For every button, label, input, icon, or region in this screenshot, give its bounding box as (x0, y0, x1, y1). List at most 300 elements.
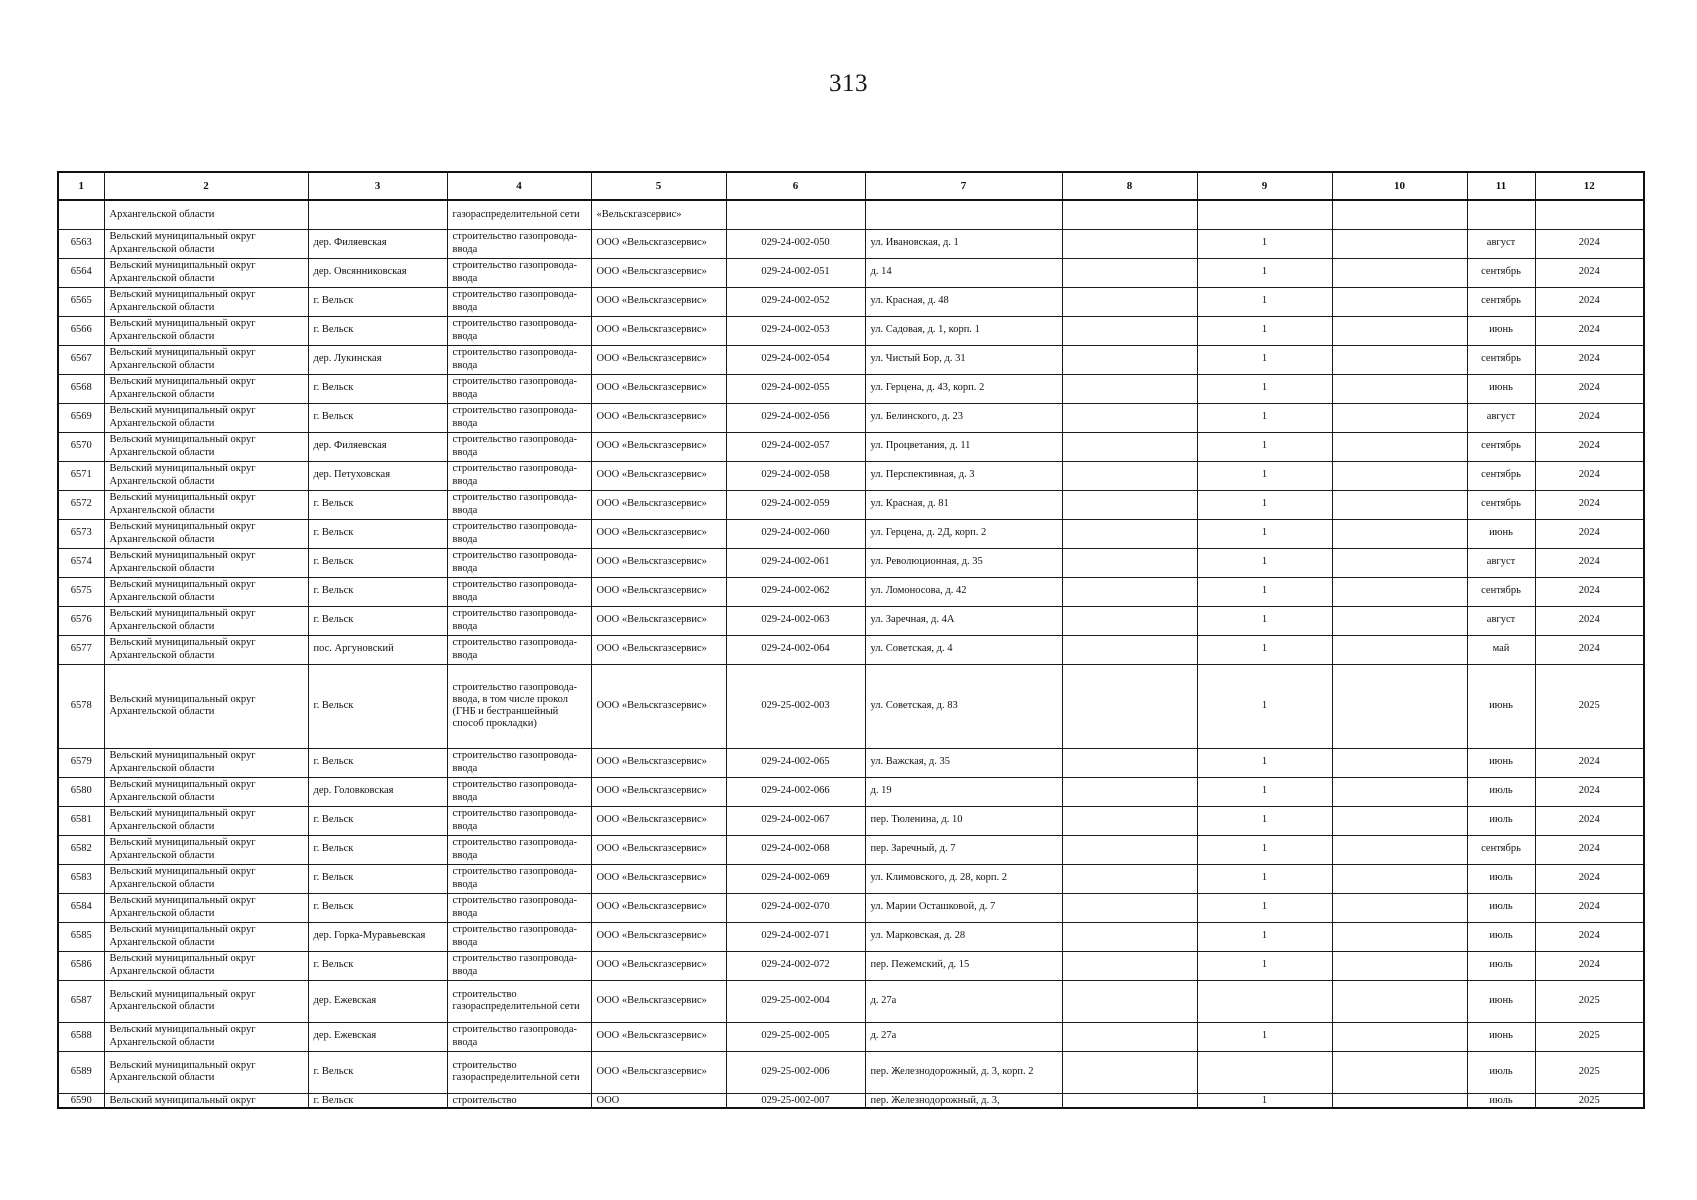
cell-year: 2024 (1535, 835, 1644, 864)
cell-work: строительство газораспределительной сети (447, 1051, 591, 1093)
cell-work: строительство газопровода-ввода (447, 951, 591, 980)
cell-district: Вельский муниципальный округ Архангельской области (104, 1051, 308, 1093)
cell-num: 6568 (58, 374, 104, 403)
cell-district: Вельский муниципальный округ Архангельской области (104, 1022, 308, 1051)
cell-col10 (1332, 403, 1467, 432)
cell-locality: г. Вельск (308, 806, 447, 835)
cell-num: 6580 (58, 777, 104, 806)
cell-code: 029-24-002-066 (726, 777, 865, 806)
cell-month: июнь (1467, 748, 1535, 777)
cell-work: строительство газопровода-ввода (447, 606, 591, 635)
cell-num: 6590 (58, 1093, 104, 1108)
cell-col10 (1332, 374, 1467, 403)
cell-address: ул. Ивановская, д. 1 (865, 229, 1062, 258)
cell-year: 2024 (1535, 922, 1644, 951)
cell-district: Вельский муниципальный округ Архангельской области (104, 519, 308, 548)
table-row (58, 1051, 1644, 1093)
cell-year: 2025 (1535, 664, 1644, 748)
cell-locality: г. Вельск (308, 835, 447, 864)
column-header: 2 (104, 172, 308, 200)
cell-year: 2024 (1535, 864, 1644, 893)
cell-work: строительство газопровода-ввода, в том числе прокол (ГНБ и бестраншейный способ прокладки) (447, 664, 591, 748)
continuation-row (58, 200, 1644, 229)
table-row (58, 403, 1644, 432)
cell-work: строительство газопровода-ввода (447, 287, 591, 316)
cell-col9: 1 (1197, 519, 1332, 548)
cell-org: ООО «Вельскгазсервис» (591, 316, 726, 345)
cell-address: ул. Ломоносова, д. 42 (865, 577, 1062, 606)
cell-work: строительство газопровода-ввода (447, 864, 591, 893)
cell-col9: 1 (1197, 374, 1332, 403)
cell-col10 (1332, 835, 1467, 864)
cell-col10 (1332, 316, 1467, 345)
cell-district: Вельский муниципальный округ Архангельской области (104, 664, 308, 748)
cell-col10 (1332, 922, 1467, 951)
cell-org: ООО «Вельскгазсервис» (591, 577, 726, 606)
cell-code: 029-24-002-072 (726, 951, 865, 980)
cell-num: 6581 (58, 806, 104, 835)
cell-month: май (1467, 635, 1535, 664)
cell-district: Вельский муниципальный округ (104, 1093, 308, 1108)
cell-code: 029-24-002-052 (726, 287, 865, 316)
cell-code: 029-24-002-068 (726, 835, 865, 864)
cell-month: август (1467, 606, 1535, 635)
cell-work: строительство газопровода-ввода (447, 835, 591, 864)
page-number: 313 (829, 70, 868, 97)
cell-code: 029-25-002-006 (726, 1051, 865, 1093)
cell-col10 (1332, 1051, 1467, 1093)
cell-col9: 1 (1197, 1022, 1332, 1051)
cell-year: 2024 (1535, 258, 1644, 287)
cell-col9: 1 (1197, 287, 1332, 316)
cell-num (58, 200, 104, 229)
cell-code: 029-25-002-005 (726, 1022, 865, 1051)
table-row (58, 316, 1644, 345)
cell-col8 (1062, 1022, 1197, 1051)
cell-col10 (1332, 461, 1467, 490)
table-row (58, 490, 1644, 519)
table-row (58, 664, 1644, 748)
cell-locality: пос. Аргуновский (308, 635, 447, 664)
cell-code: 029-24-002-050 (726, 229, 865, 258)
cell-work: строительство газопровода-ввода (447, 519, 591, 548)
cell-month: август (1467, 229, 1535, 258)
cell-month: июль (1467, 864, 1535, 893)
cell-col10 (1332, 635, 1467, 664)
cell-col10 (1332, 664, 1467, 748)
column-header: 6 (726, 172, 865, 200)
cell-year: 2024 (1535, 403, 1644, 432)
cell-district: Вельский муниципальный округ Архангельской области (104, 374, 308, 403)
cell-month: июль (1467, 951, 1535, 980)
cell-org: ООО «Вельскгазсервис» (591, 461, 726, 490)
cell-org: ООО «Вельскгазсервис» (591, 490, 726, 519)
table-row (58, 345, 1644, 374)
cell-address: д. 19 (865, 777, 1062, 806)
cell-col10 (1332, 951, 1467, 980)
cell-org: «Вельскгазсервис» (591, 200, 726, 229)
cell-work: строительство газопровода-ввода (447, 374, 591, 403)
cell-num: 6567 (58, 345, 104, 374)
cell-org: ООО «Вельскгазсервис» (591, 835, 726, 864)
cell-col8 (1062, 258, 1197, 287)
cell-month: сентябрь (1467, 577, 1535, 606)
cell-year: 2024 (1535, 519, 1644, 548)
cell-address: ул. Герцена, д. 2Д, корп. 2 (865, 519, 1062, 548)
cell-month: июнь (1467, 519, 1535, 548)
table-row (58, 922, 1644, 951)
cell-col9: 1 (1197, 229, 1332, 258)
cell-address: ул. Важская, д. 35 (865, 748, 1062, 777)
cell-locality: дер. Ежевская (308, 980, 447, 1022)
cell-org: ООО «Вельскгазсервис» (591, 980, 726, 1022)
cell-num: 6589 (58, 1051, 104, 1093)
cell-col9: 1 (1197, 258, 1332, 287)
cell-num: 6586 (58, 951, 104, 980)
cell-month: июль (1467, 806, 1535, 835)
cell-month: август (1467, 403, 1535, 432)
cell-address: ул. Климовского, д. 28, корп. 2 (865, 864, 1062, 893)
cell-year: 2024 (1535, 548, 1644, 577)
cell-locality: г. Вельск (308, 606, 447, 635)
cell-district: Вельский муниципальный округ Архангельской области (104, 287, 308, 316)
column-header: 12 (1535, 172, 1644, 200)
cell-col10 (1332, 777, 1467, 806)
cell-district: Вельский муниципальный округ Архангельской области (104, 893, 308, 922)
cell-work: строительство газопровода-ввода (447, 403, 591, 432)
column-header: 11 (1467, 172, 1535, 200)
cell-col10 (1332, 490, 1467, 519)
column-header: 7 (865, 172, 1062, 200)
column-header: 9 (1197, 172, 1332, 200)
cell-year: 2025 (1535, 980, 1644, 1022)
table-row (58, 548, 1644, 577)
cell-col10 (1332, 519, 1467, 548)
cell-col9: 1 (1197, 345, 1332, 374)
cell-num: 6576 (58, 606, 104, 635)
cell-org: ООО «Вельскгазсервис» (591, 1051, 726, 1093)
cell-work: строительство газопровода-ввода (447, 345, 591, 374)
cell-code: 029-25-002-003 (726, 664, 865, 748)
cell-col8 (1062, 577, 1197, 606)
cell-org: ООО «Вельскгазсервис» (591, 432, 726, 461)
cell-district: Вельский муниципальный округ Архангельской области (104, 806, 308, 835)
cell-col8 (1062, 606, 1197, 635)
cell-work: строительство газопровода-ввода (447, 316, 591, 345)
cell-district: Вельский муниципальный округ Архангельской области (104, 316, 308, 345)
cell-locality: г. Вельск (308, 951, 447, 980)
cell-org: ООО «Вельскгазсервис» (591, 374, 726, 403)
cell-locality: г. Вельск (308, 374, 447, 403)
cell-year: 2024 (1535, 229, 1644, 258)
cell-district: Архангельской области (104, 200, 308, 229)
cell-num: 6570 (58, 432, 104, 461)
cell-month: сентябрь (1467, 432, 1535, 461)
cell-year: 2024 (1535, 893, 1644, 922)
cell-col8 (1062, 864, 1197, 893)
cell-work: строительство газопровода-ввода (447, 922, 591, 951)
cell-col8 (1062, 635, 1197, 664)
cell-code: 029-24-002-065 (726, 748, 865, 777)
cell-district: Вельский муниципальный округ Архангельской области (104, 951, 308, 980)
cell-year: 2024 (1535, 345, 1644, 374)
table-row (58, 1093, 1644, 1108)
cell-org: ООО «Вельскгазсервис» (591, 806, 726, 835)
table-row (58, 577, 1644, 606)
cell-code: 029-25-002-004 (726, 980, 865, 1022)
cell-num: 6587 (58, 980, 104, 1022)
cell-address: ул. Красная, д. 81 (865, 490, 1062, 519)
cell-address: ул. Перспективная, д. 3 (865, 461, 1062, 490)
cell-col8 (1062, 374, 1197, 403)
column-header: 4 (447, 172, 591, 200)
cell-col10 (1332, 893, 1467, 922)
cell-month: сентябрь (1467, 287, 1535, 316)
cell-col9 (1197, 200, 1332, 229)
cell-month: сентябрь (1467, 461, 1535, 490)
cell-district: Вельский муниципальный округ Архангельской области (104, 748, 308, 777)
cell-num: 6571 (58, 461, 104, 490)
cell-work: строительство газопровода-ввода (447, 461, 591, 490)
cell-locality: дер. Филяевская (308, 432, 447, 461)
column-header: 1 (58, 172, 104, 200)
cell-locality: г. Вельск (308, 548, 447, 577)
cell-locality: дер. Овсянниковская (308, 258, 447, 287)
cell-org: ООО «Вельскгазсервис» (591, 287, 726, 316)
cell-address: пер. Пежемский, д. 15 (865, 951, 1062, 980)
cell-year: 2024 (1535, 287, 1644, 316)
cell-col10 (1332, 980, 1467, 1022)
cell-locality: г. Вельск (308, 519, 447, 548)
cell-work: строительство газопровода-ввода (447, 748, 591, 777)
register-table (57, 171, 1645, 1109)
cell-org: ООО «Вельскгазсервис» (591, 345, 726, 374)
cell-col10 (1332, 432, 1467, 461)
cell-col8 (1062, 1093, 1197, 1108)
cell-year: 2024 (1535, 577, 1644, 606)
cell-year: 2024 (1535, 635, 1644, 664)
cell-col10 (1332, 229, 1467, 258)
cell-col8 (1062, 664, 1197, 748)
table-row (58, 461, 1644, 490)
cell-col9: 1 (1197, 951, 1332, 980)
cell-org: ООО «Вельскгазсервис» (591, 548, 726, 577)
table-row (58, 606, 1644, 635)
cell-locality: г. Вельск (308, 1093, 447, 1108)
cell-month (1467, 200, 1535, 229)
cell-code: 029-24-002-059 (726, 490, 865, 519)
column-header: 10 (1332, 172, 1467, 200)
cell-num: 6572 (58, 490, 104, 519)
cell-code: 029-24-002-069 (726, 864, 865, 893)
cell-col10 (1332, 1093, 1467, 1108)
cell-code: 029-24-002-062 (726, 577, 865, 606)
cell-col8 (1062, 461, 1197, 490)
cell-code: 029-24-002-060 (726, 519, 865, 548)
cell-locality (308, 200, 447, 229)
cell-org: ООО «Вельскгазсервис» (591, 403, 726, 432)
cell-month: сентябрь (1467, 345, 1535, 374)
cell-col10 (1332, 748, 1467, 777)
cell-work: строительство газопровода-ввода (447, 432, 591, 461)
table-row (58, 635, 1644, 664)
cell-num: 6573 (58, 519, 104, 548)
cell-code: 029-24-002-071 (726, 922, 865, 951)
cell-work: строительство газопровода-ввода (447, 577, 591, 606)
cell-locality: г. Вельск (308, 893, 447, 922)
cell-code: 029-24-002-063 (726, 606, 865, 635)
cell-year: 2024 (1535, 748, 1644, 777)
cell-year: 2024 (1535, 490, 1644, 519)
cell-address: д. 14 (865, 258, 1062, 287)
table-row (58, 806, 1644, 835)
cell-col8 (1062, 229, 1197, 258)
cell-month: июнь (1467, 1022, 1535, 1051)
cell-code (726, 200, 865, 229)
cell-year: 2024 (1535, 374, 1644, 403)
cell-work: строительство (447, 1093, 591, 1108)
cell-address: ул. Красная, д. 48 (865, 287, 1062, 316)
cell-col10 (1332, 606, 1467, 635)
cell-code: 029-24-002-061 (726, 548, 865, 577)
cell-col9: 1 (1197, 835, 1332, 864)
cell-num: 6584 (58, 893, 104, 922)
cell-org: ООО «Вельскгазсервис» (591, 1022, 726, 1051)
cell-org: ООО «Вельскгазсервис» (591, 664, 726, 748)
cell-locality: дер. Лукинская (308, 345, 447, 374)
cell-col8 (1062, 748, 1197, 777)
cell-col8 (1062, 922, 1197, 951)
cell-num: 6565 (58, 287, 104, 316)
cell-locality: г. Вельск (308, 287, 447, 316)
table-row (58, 748, 1644, 777)
cell-district: Вельский муниципальный округ Архангельской области (104, 577, 308, 606)
cell-col9: 1 (1197, 1093, 1332, 1108)
cell-num: 6566 (58, 316, 104, 345)
cell-num: 6583 (58, 864, 104, 893)
cell-year: 2024 (1535, 461, 1644, 490)
cell-col9: 1 (1197, 606, 1332, 635)
cell-month: июнь (1467, 980, 1535, 1022)
cell-code: 029-24-002-055 (726, 374, 865, 403)
cell-district: Вельский муниципальный округ Архангельской области (104, 548, 308, 577)
cell-work: строительство газопровода-ввода (447, 1022, 591, 1051)
cell-work: строительство газопровода-ввода (447, 548, 591, 577)
cell-month: сентябрь (1467, 835, 1535, 864)
cell-col9: 1 (1197, 922, 1332, 951)
cell-num: 6578 (58, 664, 104, 748)
cell-address: ул. Советская, д. 4 (865, 635, 1062, 664)
cell-col8 (1062, 893, 1197, 922)
cell-code: 029-24-002-064 (726, 635, 865, 664)
cell-work: строительство газопровода-ввода (447, 635, 591, 664)
table-row (58, 519, 1644, 548)
cell-month: сентябрь (1467, 258, 1535, 287)
cell-locality: г. Вельск (308, 748, 447, 777)
cell-col9: 1 (1197, 777, 1332, 806)
cell-district: Вельский муниципальный округ Архангельской области (104, 777, 308, 806)
cell-address: ул. Герцена, д. 43, корп. 2 (865, 374, 1062, 403)
cell-col9: 1 (1197, 403, 1332, 432)
column-header: 8 (1062, 172, 1197, 200)
cell-month: июль (1467, 1051, 1535, 1093)
cell-col10 (1332, 200, 1467, 229)
cell-month: июнь (1467, 316, 1535, 345)
cell-address: пер. Железнодорожный, д. 3, корп. 2 (865, 1051, 1062, 1093)
cell-col8 (1062, 806, 1197, 835)
cell-locality: дер. Горка-Муравьевская (308, 922, 447, 951)
cell-year: 2024 (1535, 951, 1644, 980)
cell-code: 029-24-002-053 (726, 316, 865, 345)
cell-org: ООО «Вельскгазсервис» (591, 893, 726, 922)
cell-address: ул. Заречная, д. 4А (865, 606, 1062, 635)
table-row (58, 864, 1644, 893)
cell-year: 2024 (1535, 432, 1644, 461)
cell-num: 6564 (58, 258, 104, 287)
cell-org: ООО «Вельскгазсервис» (591, 864, 726, 893)
cell-address: ул. Белинского, д. 23 (865, 403, 1062, 432)
cell-col9: 1 (1197, 461, 1332, 490)
cell-col10 (1332, 548, 1467, 577)
cell-org: ООО «Вельскгазсервис» (591, 635, 726, 664)
cell-code: 029-25-002-007 (726, 1093, 865, 1108)
cell-month: июль (1467, 893, 1535, 922)
cell-locality: дер. Ежевская (308, 1022, 447, 1051)
cell-num: 6563 (58, 229, 104, 258)
cell-col8 (1062, 835, 1197, 864)
cell-col10 (1332, 287, 1467, 316)
cell-month: июль (1467, 777, 1535, 806)
cell-org: ООО «Вельскгазсервис» (591, 748, 726, 777)
cell-work: строительство газопровода-ввода (447, 229, 591, 258)
cell-locality: г. Вельск (308, 316, 447, 345)
cell-col10 (1332, 864, 1467, 893)
cell-col10 (1332, 577, 1467, 606)
cell-year: 2024 (1535, 316, 1644, 345)
cell-year: 2025 (1535, 1051, 1644, 1093)
cell-year: 2025 (1535, 1022, 1644, 1051)
cell-col8 (1062, 403, 1197, 432)
cell-district: Вельский муниципальный округ Архангельской области (104, 635, 308, 664)
cell-col9: 1 (1197, 806, 1332, 835)
cell-address: ул. Революционная, д. 35 (865, 548, 1062, 577)
cell-org: ООО «Вельскгазсервис» (591, 777, 726, 806)
cell-year: 2024 (1535, 777, 1644, 806)
cell-col9 (1197, 1051, 1332, 1093)
cell-address: ул. Процветания, д. 11 (865, 432, 1062, 461)
cell-locality: г. Вельск (308, 403, 447, 432)
cell-district: Вельский муниципальный округ Архангельской области (104, 864, 308, 893)
cell-locality: г. Вельск (308, 490, 447, 519)
cell-col8 (1062, 519, 1197, 548)
cell-num: 6574 (58, 548, 104, 577)
cell-org: ООО «Вельскгазсервис» (591, 258, 726, 287)
table-row (58, 951, 1644, 980)
cell-code: 029-24-002-070 (726, 893, 865, 922)
cell-col10 (1332, 345, 1467, 374)
table-row (58, 777, 1644, 806)
cell-col8 (1062, 200, 1197, 229)
table-row (58, 432, 1644, 461)
cell-num: 6579 (58, 748, 104, 777)
table-row (58, 287, 1644, 316)
table-header (58, 172, 1644, 200)
table-row (58, 893, 1644, 922)
cell-col9: 1 (1197, 432, 1332, 461)
cell-work: строительство газопровода-ввода (447, 893, 591, 922)
cell-address: ул. Марии Осташковой, д. 7 (865, 893, 1062, 922)
cell-col8 (1062, 316, 1197, 345)
